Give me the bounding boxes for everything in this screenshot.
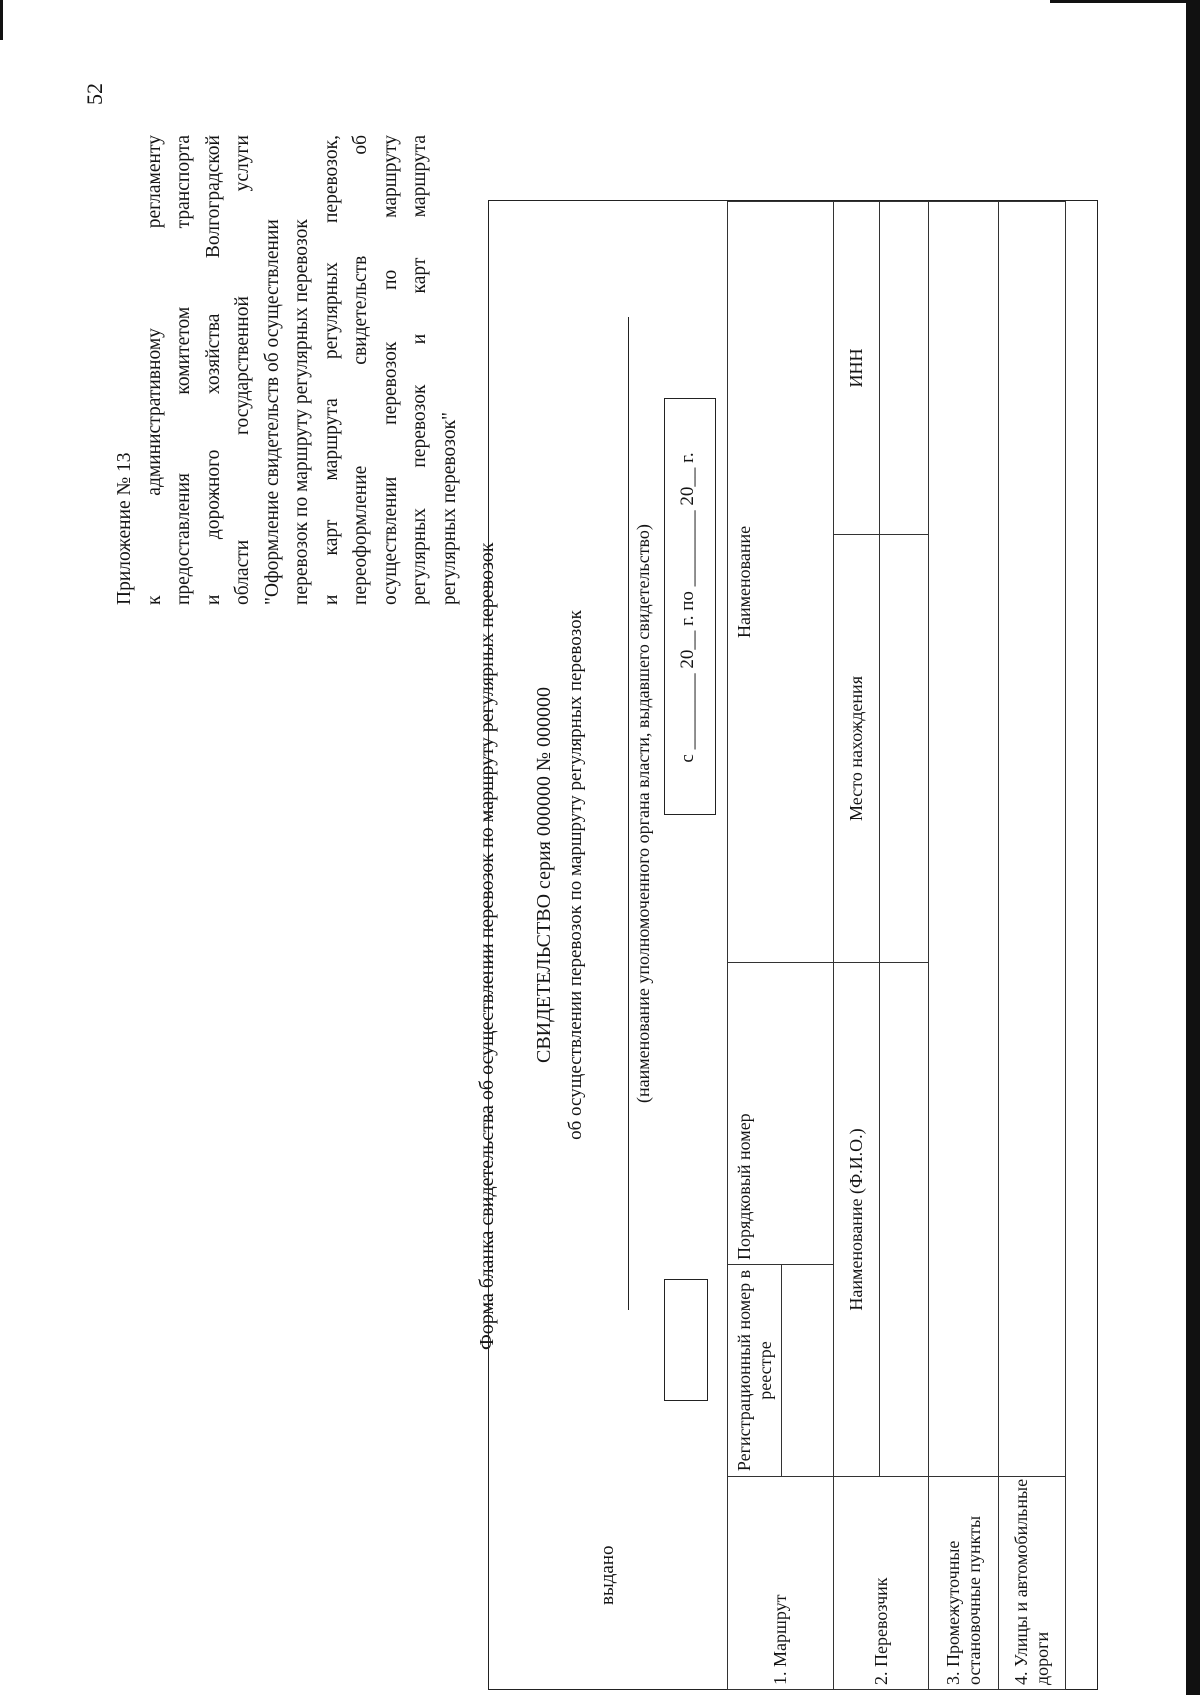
certificate-table [727,201,1066,1690]
inn-header: ИНН [834,201,880,534]
annex-line: и карт маршрута регулярных перевозок, [320,135,342,605]
code-box[interactable] [664,1279,708,1401]
annex-line: регулярных перевозок" [438,411,460,605]
stops-label: 3. Промежуточные остановочные пункты [929,1477,999,1690]
validity-period-text: с ________ 20__ г. по ________ 20__ г. [677,452,698,763]
page-number: 52 [82,83,107,105]
annex-line: регулярных перевозок и карт маршрута [409,135,430,605]
location-cell[interactable] [880,534,929,962]
annex-line: осуществлении перевозок по маршруту [379,135,401,605]
annex-line: предоставления комитетом транспорта [173,135,194,605]
issuer-field-line[interactable] [628,317,629,1310]
stops-cell[interactable] [929,201,999,1476]
reg-number-cell[interactable] [782,1264,834,1476]
annex-line: переоформление свидетельств об [350,135,371,605]
annex-line: перевозок по маршруту регулярных перевозок [291,219,312,605]
form-title: Форма бланка свидетельства об осуществлении перевозок по маршруту регулярных перевозок [476,542,498,1350]
annex-title: Приложение № 13 [114,452,135,605]
certificate-subtitle: об осуществлении перевозок по маршруту регулярных перевозок [565,610,586,1140]
streets-label: 4. Улицы и автомобильные дороги [999,1477,1066,1690]
issuer-caption: (наименование уполномоченного органа власти, выдавшего свидетельство) [633,524,653,1103]
annex-line: и дорожного хозяйства Волгоградской [202,135,224,605]
location-header: Место нахождения [834,534,880,962]
route-label: 1. Маршрут [728,1477,834,1690]
carrier-name-cell[interactable] [880,962,929,1476]
ordinal-header: Порядковый номер [728,962,834,1264]
carrier-label: 2. Перевозчик [834,1477,929,1690]
certificate-title: СВИДЕТЕЛЬСТВО серия 000000 № 000000 [533,686,555,1064]
issued-label: выдано [597,1545,618,1605]
annex-line: "Оформление свидетельств об осуществлении [261,219,283,605]
reg-number-header: Регистрационный номер в реестре [728,1264,782,1476]
inn-cell[interactable] [880,201,929,534]
route-name-header: Наименование [728,201,834,962]
annex-line: к административному регламенту [143,135,165,605]
annex-block [110,135,464,605]
annex-line: области государственной услуги [232,135,253,605]
carrier-name-header: Наименование (Ф.И.О.) [834,962,880,1476]
streets-cell[interactable] [999,201,1066,1476]
